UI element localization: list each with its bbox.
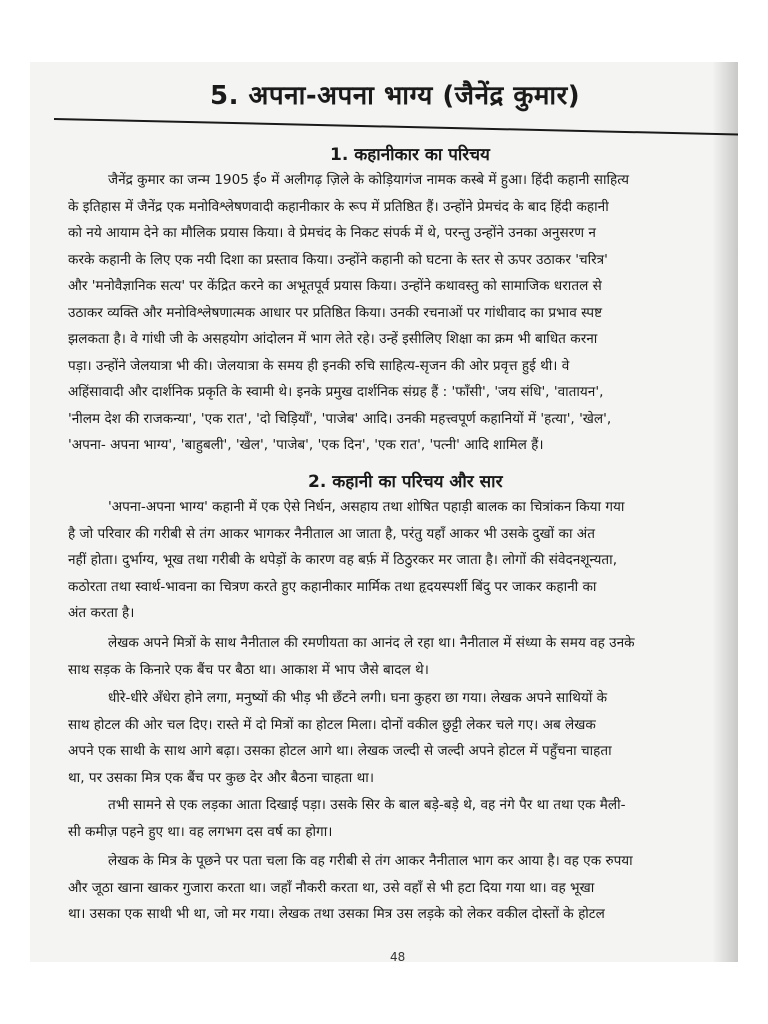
text-line: और 'मनोवैज्ञानिक सत्य' पर केंद्रित करने का अभूतपूर्व प्रयास किया। उन्होंने कथावस्तु को सामाजिक धरातल से bbox=[68, 278, 602, 294]
summary-paragraph bbox=[68, 792, 738, 845]
text-line: अहिंसावादी और दार्शनिक प्रकृति के स्वामी थे। इनके प्रमुख दार्शनिक संग्रह हैं : 'फाँसी', 'जय संधि', 'वातायन', bbox=[68, 384, 604, 400]
book-spine-shadow bbox=[712, 62, 738, 962]
author-intro-paragraph bbox=[68, 167, 738, 459]
text-line: अपने एक साथी के साथ आगे बढ़ा। उसका होटल आगे था। लेखक जल्दी से जल्दी अपने होटल में पहुँचना चाहता bbox=[68, 743, 612, 759]
text-line: झलकता है। वे गांधी जी के असहयोग आंदोलन में भाग लेते रहे। उन्हें इसीलिए शिक्षा का क्रम भी बाधित करना bbox=[68, 331, 598, 347]
text-line: पड़ा। उन्होंने जेलयात्रा भी की। जेलयात्रा के समय ही इनकी रुचि साहित्य-सृजन की ओर प्रवृत्त हुई थी। वे bbox=[68, 357, 570, 374]
text-line: के इतिहास में जैनेंद्र एक मनोविश्लेषणवादी कहानीकार के रूप में प्रतिष्ठित हैं। उन्होंने प्रेमचंद के बाद हिंदी कहानी bbox=[68, 198, 609, 215]
text-line: अंत करता है। bbox=[68, 605, 135, 621]
text-line: है जो परिवार की गरीबी से तंग आकर भागकर नैनीताल आ जाता है, परंतु यहाँ आकर भी उसके दुखों का अंत bbox=[68, 525, 595, 542]
text-line: 'अपना-अपना भाग्य' कहानी में एक ऐसे निर्धन, असहाय तथा शोषित पहाड़ी बालक का चित्रांकन किया गया bbox=[108, 499, 625, 515]
text-line: 'अपना- अपना भाग्य', 'बाहुबली', 'खेल', 'पाजेब', 'एक दिन', 'एक रात', 'पत्नी' आदि शामिल हैं। bbox=[68, 437, 544, 453]
section-heading-author-intro: 1. कहानीकार का परिचय bbox=[330, 145, 490, 165]
text-line: को नये आयाम देने का मौलिक प्रयास किया। वे प्रेमचंद के निकट संपर्क में थे, परन्तु उन्होंने उनका अनुसरण न bbox=[68, 225, 596, 241]
summary-paragraph bbox=[68, 848, 738, 928]
text-line: साथ सड़क के किनारे एक बैंच पर बैठा था। आकाश में भाप जैसे बादल थे। bbox=[68, 661, 429, 678]
text-line: था। उसका एक साथी भी था, जो मर गया। लेखक तथा उसका मित्र उस लड़के को लेकर वकील दोस्तों के होटल bbox=[68, 906, 605, 922]
scanned-page bbox=[30, 62, 738, 962]
story-intro-paragraph bbox=[68, 494, 738, 627]
text-line: लेखक के मित्र के पूछने पर पता चला कि वह गरीबी से तंग आकर नैनीताल भाग कर आया है। वह एक रुपया bbox=[108, 853, 633, 869]
text-line: तभी सामने से एक लड़का आता दिखाई पड़ा। उसके सिर के बाल बड़े-बड़े थे, वह नंगे पैर था तथा एक मैली- bbox=[108, 797, 626, 813]
text-line: साथ होटल की ओर चल दिए। रास्ते में दो मित्रों का होटल मिला। दोनों वकील छुट्टी लेकर चले गए। अब लेखक bbox=[68, 716, 596, 733]
page-number: 48 bbox=[390, 950, 406, 962]
text-line: 'नीलम देश की राजकन्या', 'एक रात', 'दो चिड़ियाँ', 'पाजेब' आदि। उनकी महत्त्वपूर्ण कहानियों में 'हत्या', 'खेल', bbox=[68, 410, 612, 427]
text-line: उठाकर व्यक्ति और मनोविश्लेषणात्मक आधार पर प्रतिष्ठित किया। उनकी रचनाओं पर गांधीवाद का प्रभाव स्पष्ट bbox=[68, 304, 603, 321]
text-line: करके कहानी के लिए एक नयी दिशा का प्रस्ताव किया। उन्होंने कहानी को घटना के स्तर से ऊपर उठाकर 'चरित्र' bbox=[68, 251, 608, 268]
text-line: धीरे-धीरे अँधेरा होने लगा, मनुष्यों की भीड़ भी छँटने लगी। घना कुहरा छा गया। लेखक अपने साथियों के bbox=[108, 690, 608, 706]
text-line: था, पर उसका मित्र एक बैंच पर कुछ देर और बैठना चाहता था। bbox=[68, 769, 374, 786]
summary-paragraph bbox=[68, 630, 738, 683]
text-line: जैनेंद्र कुमार का जन्म 1905 ई० में अलीगढ़ ज़िले के कोड़ियागंज नामक कस्बे में हुआ। हिंदी कहानी साहित्य bbox=[108, 172, 630, 188]
section-heading-story-summary: 2. कहानी का परिचय और सार bbox=[308, 472, 503, 492]
text-line: सी कमीज़ पहने हुए था। वह लगभग दस वर्ष का होगा। bbox=[68, 823, 333, 840]
text-line: और जूठा खाना खाकर गुजारा करता था। जहाँ नौकरी करता था, उसे वहाँ से भी हटा दिया गया था। वह भूखा bbox=[68, 879, 595, 896]
text-line: कठोरता तथा स्वार्थ-भावना का चित्रण करते हुए कहानीकार मार्मिक तथा हृदयस्पर्शी बिंदु पर जाकर कहानी का bbox=[68, 578, 597, 595]
summary-paragraph bbox=[68, 685, 738, 791]
text-line: नहीं होता। दुर्भाग्य, भूख तथा गरीबी के थपेड़ों के कारण वह बर्फ़ में ठिठुरकर मर जाता है। लोगों की संवेदनशून्यता, bbox=[68, 552, 618, 568]
title-underline bbox=[54, 118, 738, 136]
text-line: लेखक अपने मित्रों के साथ नैनीताल की रमणीयता का आनंद ले रहा था। नैनीताल में संध्या के समय वह उनके bbox=[108, 635, 635, 651]
chapter-title: 5. अपना-अपना भाग्य (जैनेंद्र कुमार) bbox=[210, 81, 581, 111]
